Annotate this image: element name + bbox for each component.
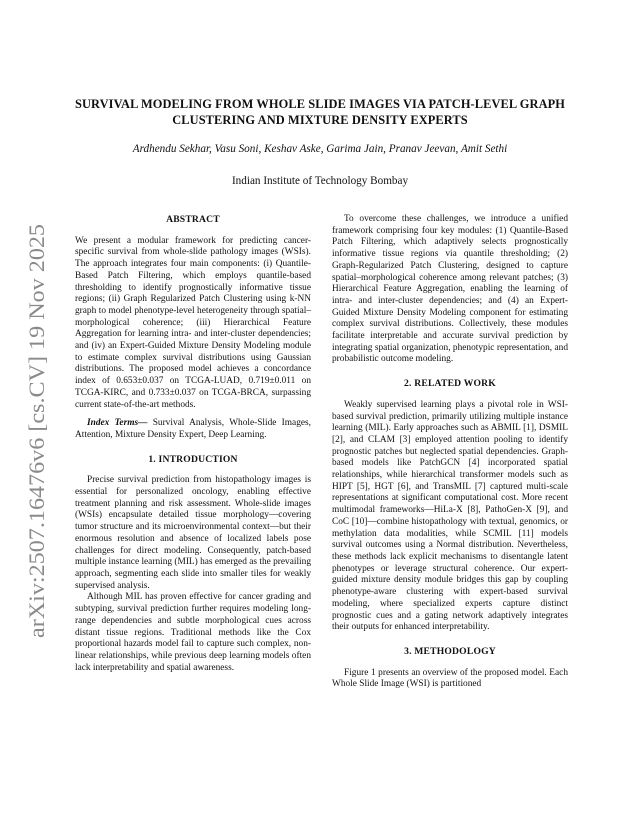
introduction-heading: 1. INTRODUCTION [148, 453, 238, 465]
affiliation: Indian Institute of Technology Bombay [231, 175, 409, 187]
introduction-paragraph-1: Precise survival prediction from histopathology images is essential for personalized oncology, enabling effective treatment planning and risk assessment. Whole-slide images (WSIs) encapsulate detailed tissue morphology—covering tumor structure and its microenvironmental context—but their enormous resolution and absence of localized labels pose challenges for direct modeling. Consequently, patch-based multiple instance learning (MIL) has emerged as the prevailing approach, segmenting each slide into smaller tiles for weakly supervised analysis. [75, 475, 311, 591]
left-column [75, 214, 311, 674]
introduction-paragraph-3: To overcome these challenges, we introduce a unified framework comprising four key modules: (1) Quantile-Based Patch Filtering, which adaptively selects prognostically informative tissue regions via quantile thresholding; (2) Graph-Regularized Patch Clustering, designed to capture spatial–morphological coherence among relevant patches; (3) Hierarchical Feature Aggregation, enabling the learning of intra- and inter-cluster dependencies; and (4) an Expert-Guided Mixture Density Modeling component for estimating complex survival distributions. Collectively, these modules facilitate interpretable and accurate survival prediction by integrating spatial organization, phenotypic representation, and probabilistic outcome modeling. [332, 214, 568, 365]
abstract-text: We present a modular framework for predicting cancer-specific survival from whole-slide pathology images (WSIs). The approach integrates four main components: (i) Quantile-Based Patch Filtering, which employs quantile-based thresholding to identify prognostically informative tissue regions; (ii) Graph Regularized Patch Clustering using k-NN graph to model phenotype-level heterogeneity through spatial–morphological coherence; (iii) Hierarchical Feature Aggregation for learning intra- and inter-cluster dependencies; and (iv) an Expert-Guided Mixture Density Modeling module to estimate complex survival distributions using Gaussian distributions. The proposed model achieves a concordance index of 0.653±0.037 on TCGA-LUAD, 0.719±0.011 on TCGA-KIRC, and 0.733±0.037 on TCGA-BRCA, surpassing current state-of-the-art methods. [75, 235, 311, 410]
arxiv-id-text: arXiv:2507.16476v6 [cs.CV] 19 Nov 2025 [24, 251, 49, 638]
index-terms [75, 418, 311, 441]
introduction-paragraph-2: Although MIL has proven effective for cancer grading and subtyping, survival prediction further requires modeling long-range dependencies and subtle morphological cues across distant tissue regions. Traditional methods like the Cox proportional hazards model fail to capture such complex, non-linear relationships, while previous deep learning models often lack interpretability and spatial awareness. [75, 592, 311, 673]
paper-title: SURVIVAL MODELING FROM WHOLE SLIDE IMAGES VIA PATCH-LEVEL GRAPH CLUSTERING AND MIXTURE DENSITY EXPERTS [74, 97, 566, 127]
abstract-heading: ABSTRACT [166, 214, 220, 225]
methodology-text: Figure 1 presents an overview of the proposed model. Each Whole Slide Image (WSI) is partitioned [332, 667, 568, 690]
methodology-heading: 3. METHODOLOGY [404, 645, 496, 657]
right-column [332, 214, 568, 691]
author-list: Ardhendu Sekhar, Vasu Soni, Keshav Aske, Garima Jain, Pranav Jeevan, Amit Sethi [132, 143, 508, 155]
related-work-heading: 2. RELATED WORK [404, 378, 496, 390]
index-terms-text: Survival Analysis, Whole-Slide Images, Attention, Mixture Density Expert, Deep Learning. [75, 418, 311, 440]
related-work-text: Weakly supervised learning plays a pivotal role in WSI-based survival prediction, primarily utilizing multiple instance learning (MIL). Early approaches such as ABMIL [1], DSMIL [2], and CLAM [3] employed attention pooling to identify prognostic patches but neglected spatial dependencies. Graph-based models like PatchGCN [4] incorporated spatial relationships, while hierarchical transformer models such as HIPT [5], HGT [6], and TransMIL [7] captured multi-scale representations at significant computational cost. More recent multimodal frameworks—HiLa-X [8], PathoGen-X [9], and CoC [10]—combine histopathology with textual, genomics, or methylation data modalities, while SCMIL [11] models survival outcomes using a Normal distribution. Nevertheless, these methods lack explicit mechanisms to disentangle latent phenotypes or leverage structural coherence. Our expert-guided mixture density module bridges this gap by coupling phenotype-aware clustering with expert-based survival modeling, where specialized experts capture distinct prognostic cues and a gating network adaptively integrates their outputs for enhanced interpretability. [332, 399, 568, 633]
arxiv-identifier [8, 222, 58, 638]
index-terms-label: Index Terms— [87, 418, 148, 429]
